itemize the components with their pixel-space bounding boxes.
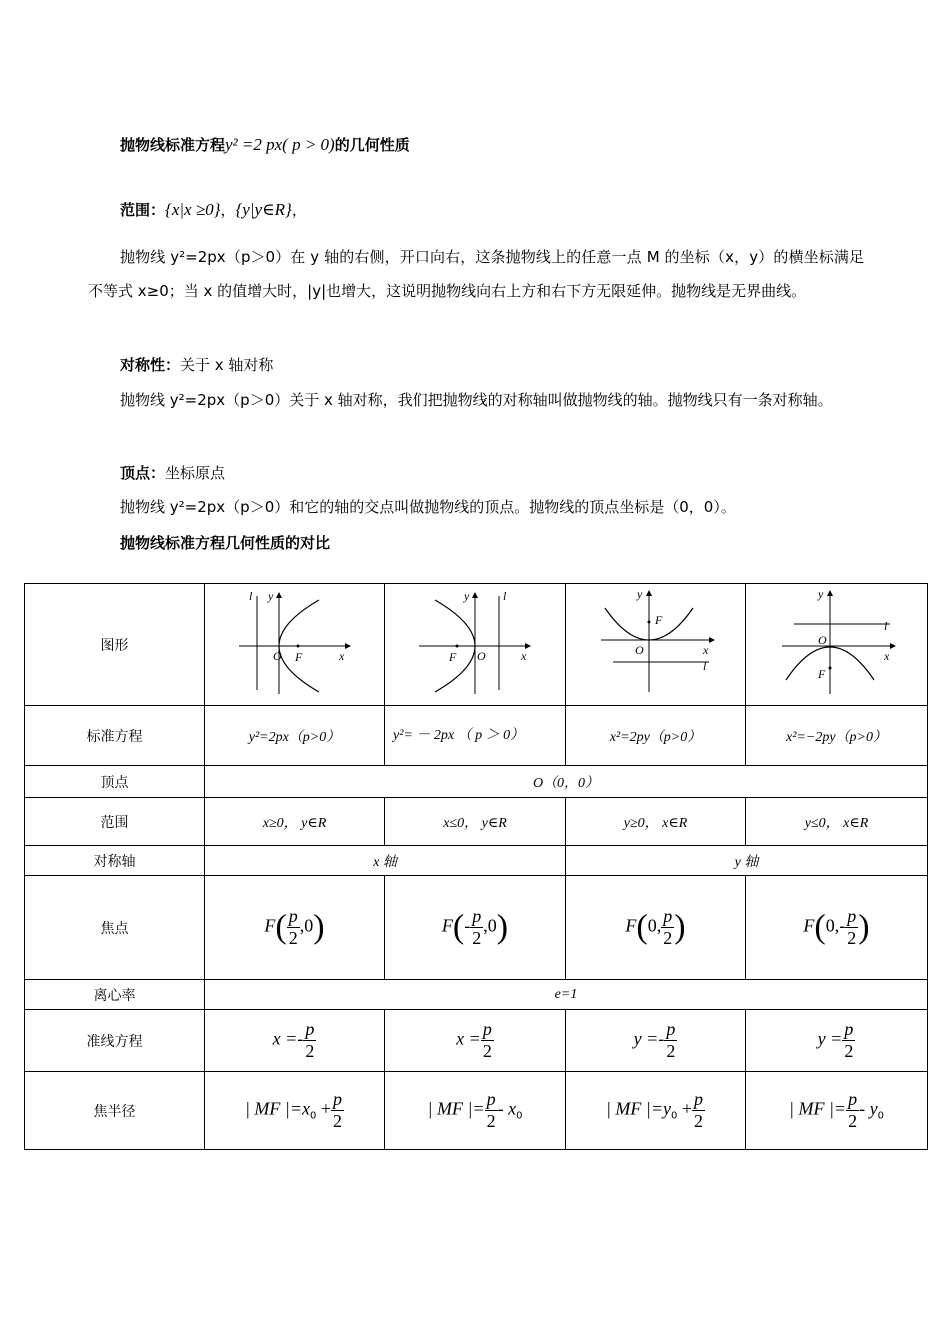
range-line	[120, 193, 307, 227]
paren-close: )	[674, 908, 686, 946]
row-label: 对称轴	[25, 846, 205, 876]
focus-cell	[385, 876, 566, 980]
range-paragraph: 抛物线 y²=2px（p＞0）在 y 轴的右侧，开口向右，这条抛物线上的任意一点 M 的坐标（x，y）的横坐标满足不等式 x≥0；当 x 的值增大时，|y|也增大，这说明抛物线向右上方和右下方无限延伸。抛物线是无界曲线。	[88, 248, 864, 300]
directrix-cell: x =- $\frac{p}{2}$	[205, 1010, 385, 1072]
label-x: x	[702, 642, 708, 657]
table-row	[25, 1010, 928, 1072]
graph-down-opening	[746, 584, 928, 706]
label-O: O	[477, 648, 486, 663]
focal-radius-cell: | MF $|=y_0$ + $\frac{p}{2}$	[566, 1072, 746, 1150]
table-row	[25, 584, 928, 706]
equation-cell: x²=−2py（p>0）	[746, 706, 928, 766]
focus-F: F	[441, 915, 453, 936]
axis-cell: y 轴	[566, 846, 928, 876]
focus-fraction: $\frac{p}{2}$	[663, 906, 673, 948]
title-suffix: 的几何性质	[334, 136, 410, 154]
paren-open: (	[452, 908, 465, 946]
range-end: ，	[291, 201, 307, 219]
range-cell: y≤0， x∈R	[746, 798, 928, 846]
vertex-label: 顶点：	[120, 464, 166, 482]
focus-cell	[566, 876, 746, 980]
focal-radius-cell: | MF |= $\frac{p}{2}$ - $y_0$	[746, 1072, 928, 1150]
symmetry-value: 关于 x 轴对称	[180, 356, 274, 374]
symmetry-label: 对称性：	[120, 356, 181, 374]
vertex-paragraph: 抛物线 y²=2px（p＞0）和它的轴的交点叫做抛物线的顶点。抛物线的顶点坐标是（0，0）。	[120, 498, 736, 516]
directrix-cell: y =- $\frac{p}{2}$	[566, 1010, 746, 1072]
symmetry-paragraph: 抛物线 y²=2px（p＞0）关于 x 轴对称，我们把抛物线的对称轴叫做抛物线的轴。抛物线只有一条对称轴。	[120, 391, 833, 409]
focus-after: ,0	[483, 915, 497, 936]
row-label: 范围	[25, 798, 205, 846]
table-row	[25, 876, 928, 980]
focus-fraction: $\frac{p}{2}$	[847, 906, 857, 948]
focus-first: 0,	[647, 915, 662, 936]
label-F: F	[294, 649, 302, 664]
focus-fraction: $\frac{p}{2}$	[288, 906, 298, 948]
row-label: 离心率	[25, 980, 205, 1010]
title-formula: y² =2 px( p > 0)	[225, 135, 335, 154]
graph-left-opening	[385, 584, 566, 706]
focus-sign: -	[839, 915, 846, 936]
focus-sign: -	[464, 915, 471, 936]
focal-radius-cell: | MF |= $\frac{p}{2}$ - $x_0$	[385, 1072, 566, 1150]
paren-open: (	[636, 908, 648, 946]
range-sep: ，	[220, 201, 236, 219]
graph-up-opening	[566, 584, 746, 706]
compare-title: 抛物线标准方程几何性质的对比	[120, 534, 331, 552]
label-l: l	[702, 658, 706, 673]
row-label: 准线方程	[25, 1010, 205, 1072]
row-label: 标准方程	[25, 706, 205, 766]
focus-cell	[205, 876, 385, 980]
label-l: l	[248, 588, 252, 603]
paren-open: (	[275, 908, 287, 946]
range-cell: y≥0， x∈R	[566, 798, 746, 846]
range-set-x: {x|x ≥0}	[165, 200, 221, 219]
row-label: 焦半径	[25, 1072, 205, 1150]
label-O: O	[272, 648, 282, 663]
focus-F: F	[625, 915, 637, 936]
label-F: F	[654, 612, 662, 627]
eccentricity-cell: e=1	[205, 980, 928, 1010]
range-cell: x≤0， y∈R	[385, 798, 566, 846]
vertex-cell: O（0，0）	[205, 766, 928, 798]
range-cell: x≥0， y∈R	[205, 798, 385, 846]
focus-F: F	[803, 915, 815, 936]
label-O: O	[634, 642, 644, 657]
focus-fraction: $\frac{p}{2}$	[472, 906, 482, 948]
label-O: O	[817, 632, 827, 647]
row-label: 焦点	[25, 876, 205, 980]
paren-close: )	[313, 908, 325, 946]
label-F: F	[449, 649, 457, 664]
focal-radius-cell: | MF $|=x_0$ + $\frac{p}{2}$	[205, 1072, 385, 1150]
equation-cell: y²= － 2px （ p ＞ 0）	[385, 706, 566, 766]
equation-cell: x²=2py（p>0）	[566, 706, 746, 766]
table-row	[25, 766, 928, 798]
table-row	[25, 798, 928, 846]
label-l: l	[883, 618, 887, 633]
symmetry-line	[120, 348, 273, 382]
axis-cell: x 轴	[205, 846, 566, 876]
vertex-line	[120, 456, 225, 490]
label-x: x	[521, 648, 527, 663]
vertex-value: 坐标原点	[165, 464, 226, 482]
label-x: x	[338, 648, 344, 663]
label-x: x	[883, 648, 889, 663]
directrix-cell: x = $\frac{p}{2}$	[385, 1010, 566, 1072]
label-y: y	[636, 587, 642, 601]
comparison-table	[24, 583, 928, 1150]
table-row	[25, 980, 928, 1010]
focus-F: F	[264, 915, 276, 936]
label-F: F	[817, 666, 825, 681]
paren-close: )	[858, 908, 870, 946]
label-l: l	[503, 588, 507, 603]
focus-after: ,0	[299, 915, 314, 936]
equation-cell: y²=2px（p>0）	[205, 706, 385, 766]
graph-right-opening	[205, 584, 385, 706]
focus-cell	[746, 876, 928, 980]
label-y: y	[817, 587, 823, 601]
label-y: y	[464, 588, 470, 603]
paren-open: (	[814, 908, 826, 946]
directrix-cell: y = $\frac{p}{2}$	[746, 1010, 928, 1072]
label-y: y	[267, 588, 273, 603]
row-label: 顶点	[25, 766, 205, 798]
range-set-y: {y|y∈R}	[235, 200, 292, 219]
focus-first: 0,	[825, 915, 840, 936]
paren-close: )	[496, 908, 509, 946]
section-title	[120, 128, 410, 162]
row-label: 图形	[25, 584, 205, 706]
table-row	[25, 706, 928, 766]
title-prefix: 抛物线标准方程	[120, 136, 226, 154]
range-label: 范围：	[120, 201, 166, 219]
table-row	[25, 1072, 928, 1150]
table-row	[25, 846, 928, 876]
